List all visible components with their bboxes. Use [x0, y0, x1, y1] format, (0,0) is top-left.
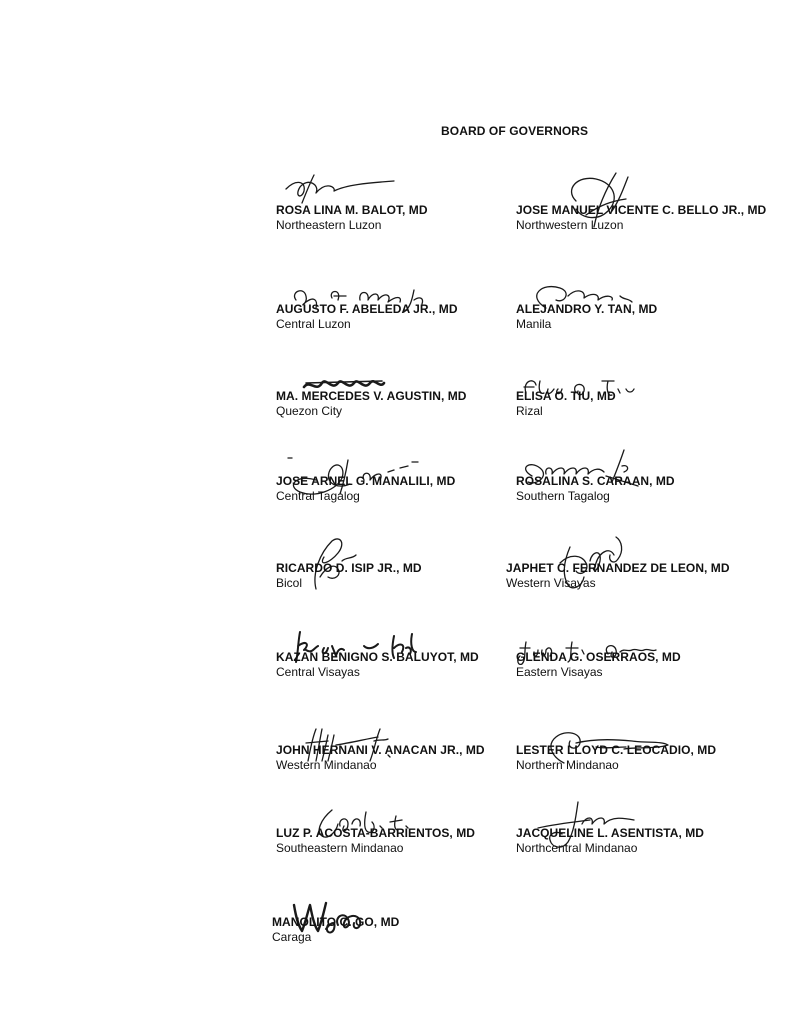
governor-region: Western Mindanao [276, 758, 377, 772]
governor-entry [516, 203, 766, 233]
governor-region: Northwestern Luzon [516, 218, 624, 232]
governor-region: Northern Mindanao [516, 758, 619, 772]
governor-name: JOHN HERNANI V. ANACAN JR., MD [276, 743, 485, 757]
governor-name: AUGUSTO F. ABELEDA JR., MD [276, 302, 458, 316]
governor-entry [516, 389, 616, 419]
governor-name: MANOLITO C. GO, MD [272, 915, 400, 929]
governor-name: JOSE ARNEL G. MANALILI, MD [276, 474, 456, 488]
governor-entry [276, 743, 485, 773]
governor-name: GLENDA G. OSERRAOS, MD [516, 650, 681, 664]
governor-entry [276, 826, 475, 856]
governor-entry [506, 561, 730, 591]
document-title: BOARD OF GOVERNORS [441, 124, 589, 138]
governor-name: ROSALINA S. CARAAN, MD [516, 474, 675, 488]
governor-name: LESTER LLOYD C. LEOCADIO, MD [516, 743, 717, 757]
governor-entry [516, 826, 704, 856]
governor-region: Southern Tagalog [516, 489, 610, 503]
governor-region: Manila [516, 317, 552, 331]
governor-name: JAPHET C. FERNANDEZ DE LEON, MD [506, 561, 730, 575]
governor-region: Central Visayas [276, 665, 360, 679]
governor-entry [276, 302, 458, 332]
governor-name: JACQUELINE L. ASENTISTA, MD [516, 826, 705, 840]
governor-region: Northcentral Mindanao [516, 841, 638, 855]
governor-region: Quezon City [276, 404, 343, 418]
governor-region: Central Luzon [276, 317, 351, 331]
governor-region: Western Visayas [506, 576, 596, 590]
governor-entry [276, 474, 455, 504]
governor-region: Eastern Visayas [516, 665, 603, 679]
governor-entry [276, 650, 479, 680]
governor-entry [276, 203, 428, 233]
governor-entry [272, 915, 399, 945]
governor-region: Central Tagalog [276, 489, 360, 503]
governor-name: MA. MERCEDES V. AGUSTIN, MD [276, 389, 467, 403]
governor-entry [516, 302, 657, 332]
governor-region: Bicol [276, 576, 303, 590]
governor-name: LUZ P. ACOSTA-BARRIENTOS, MD [276, 826, 475, 840]
governor-entry [516, 743, 716, 773]
governor-name: RICARDO D. ISIP JR., MD [276, 561, 422, 575]
governor-region: Southeastern Mindanao [276, 841, 404, 855]
governor-entry [516, 650, 681, 680]
governor-name: ALEJANDRO Y. TAN, MD [516, 302, 658, 316]
governor-entry [516, 474, 675, 504]
governor-entry [276, 561, 422, 591]
governor-name: JOSE MANUEL VICENTE C. BELLO JR., MD [516, 203, 767, 217]
governor-entry [276, 389, 466, 419]
governor-region: Caraga [272, 930, 312, 944]
governor-region: Rizal [516, 404, 543, 418]
governor-name: ELISA O. TIU, MD [516, 389, 616, 403]
governor-name: KAZAN BENIGNO S. BALUYOT, MD [276, 650, 479, 664]
governor-name: ROSA LINA M. BALOT, MD [276, 203, 428, 217]
governor-region: Northeastern Luzon [276, 218, 382, 232]
